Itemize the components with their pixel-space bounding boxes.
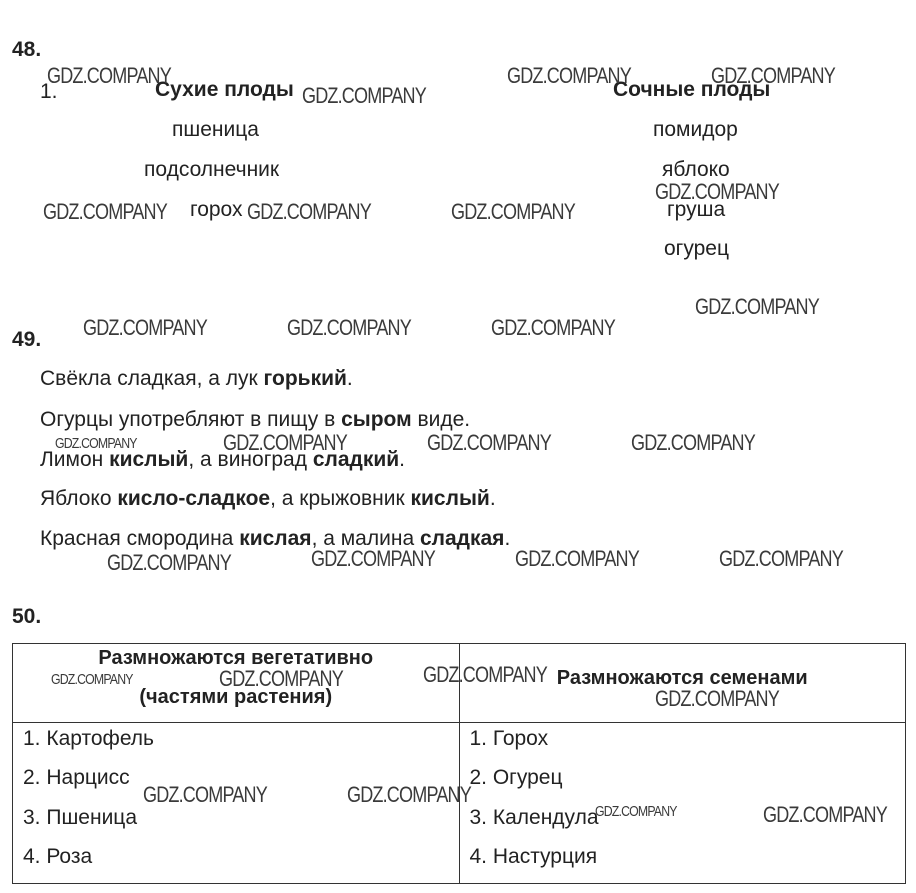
watermark: GDZ.COMPANY bbox=[43, 199, 167, 224]
watermark: GDZ.COMPANY bbox=[107, 550, 231, 575]
juicy-fruit-item: огурец bbox=[664, 237, 729, 260]
bold-answer: сладкая bbox=[419, 527, 505, 550]
watermark: GDZ.COMPANY bbox=[247, 199, 371, 224]
watermark: GDZ.COMPANY bbox=[507, 63, 631, 88]
watermark: GDZ.COMPANY bbox=[311, 546, 435, 571]
watermark: GDZ.COMPANY bbox=[695, 294, 819, 319]
bold-answer: горький bbox=[263, 367, 347, 390]
juicy-fruits-title: Сочные плоды bbox=[613, 78, 771, 101]
watermark: GDZ.COMPANY bbox=[427, 430, 551, 455]
watermark: GDZ.COMPANY bbox=[47, 63, 171, 88]
watermark: GDZ.COMPANY bbox=[719, 546, 843, 571]
juicy-fruit-item: груша bbox=[667, 198, 726, 221]
sentence-text: , а виноград bbox=[188, 448, 313, 471]
bold-answer: кислый bbox=[410, 487, 490, 510]
bold-answer: кисло-сладкое bbox=[117, 487, 271, 510]
watermark: GDZ.COMPANY bbox=[423, 662, 547, 687]
sentence-text: . bbox=[504, 527, 511, 550]
watermark: GDZ.COMPANY bbox=[223, 430, 347, 455]
dry-fruit-item: пшеница bbox=[172, 118, 259, 141]
exercise-49-number: 49. bbox=[12, 328, 42, 351]
dry-fruit-item: подсолнечник bbox=[144, 158, 280, 181]
list-item: 2. Нарцисс bbox=[23, 766, 130, 789]
bold-answer: сыром bbox=[341, 408, 412, 431]
sentence-text: , а крыжовник bbox=[270, 487, 411, 510]
watermark: GDZ.COMPANY bbox=[763, 802, 887, 827]
vegetative-header-line: (частями растения) bbox=[139, 686, 333, 708]
list-item: 1. Картофель bbox=[23, 727, 154, 750]
vegetative-header-line: Размножаются вегетативно bbox=[98, 647, 374, 669]
list-item: 3. Календула bbox=[469, 806, 599, 829]
watermark: GDZ.COMPANY bbox=[451, 199, 575, 224]
juicy-fruit-item: яблоко bbox=[662, 158, 730, 181]
watermark: GDZ.COMPANY bbox=[631, 430, 755, 455]
sentence-text: Свёкла сладкая, а лук bbox=[40, 367, 264, 390]
sentence-text: Яблоко bbox=[40, 487, 118, 510]
watermark: GDZ.COMPANY bbox=[287, 315, 411, 340]
item-number: 1. bbox=[40, 80, 58, 103]
list-item: 2. Огурец bbox=[469, 766, 563, 789]
sentence-text: Огурцы употребляют в пищу в bbox=[40, 408, 342, 431]
exercise-49-sentence bbox=[40, 367, 353, 391]
watermark: GDZ.COMPANY bbox=[515, 546, 639, 571]
seed-header: Размножаются семенами bbox=[556, 667, 808, 689]
sentence-text: . bbox=[399, 448, 406, 471]
sentence-text: виде. bbox=[411, 408, 471, 431]
watermark: GDZ.COMPANY bbox=[51, 671, 133, 688]
watermark: GDZ.COMPANY bbox=[711, 63, 835, 88]
watermark: GDZ.COMPANY bbox=[302, 83, 426, 108]
sentence-text: , а малина bbox=[311, 527, 420, 550]
watermark: GDZ.COMPANY bbox=[219, 666, 343, 691]
dry-fruits-title: Сухие плоды bbox=[155, 78, 294, 101]
juicy-fruit-item: помидор bbox=[653, 118, 738, 141]
bold-answer: кислый bbox=[109, 448, 189, 471]
watermark: GDZ.COMPANY bbox=[83, 315, 207, 340]
sentence-text: . bbox=[346, 367, 353, 390]
dry-fruit-item: горох bbox=[190, 198, 243, 221]
exercise-50-number: 50. bbox=[12, 605, 42, 628]
watermark: GDZ.COMPANY bbox=[143, 782, 267, 807]
list-item: 3. Пшеница bbox=[23, 806, 138, 829]
sentence-text: . bbox=[489, 487, 496, 510]
bold-answer: сладкий bbox=[312, 448, 400, 471]
exercise-48-number: 48. bbox=[12, 38, 42, 61]
exercise-49-sentence bbox=[40, 408, 470, 432]
list-item: 4. Настурция bbox=[469, 845, 598, 868]
sentence-text: Лимон bbox=[40, 448, 110, 471]
bold-answer: кислая bbox=[239, 527, 312, 550]
watermark: GDZ.COMPANY bbox=[655, 686, 779, 711]
exercise-49-sentence bbox=[40, 527, 510, 551]
watermark: GDZ.COMPANY bbox=[55, 435, 137, 452]
watermark: GDZ.COMPANY bbox=[491, 315, 615, 340]
list-item: 4. Роза bbox=[23, 845, 93, 868]
sentence-text: Красная смородина bbox=[40, 527, 240, 550]
list-item: 1. Горох bbox=[469, 727, 549, 750]
watermark: GDZ.COMPANY bbox=[595, 803, 677, 820]
watermark: GDZ.COMPANY bbox=[655, 179, 779, 204]
exercise-49-sentence bbox=[40, 487, 496, 511]
watermark: GDZ.COMPANY bbox=[347, 782, 471, 807]
